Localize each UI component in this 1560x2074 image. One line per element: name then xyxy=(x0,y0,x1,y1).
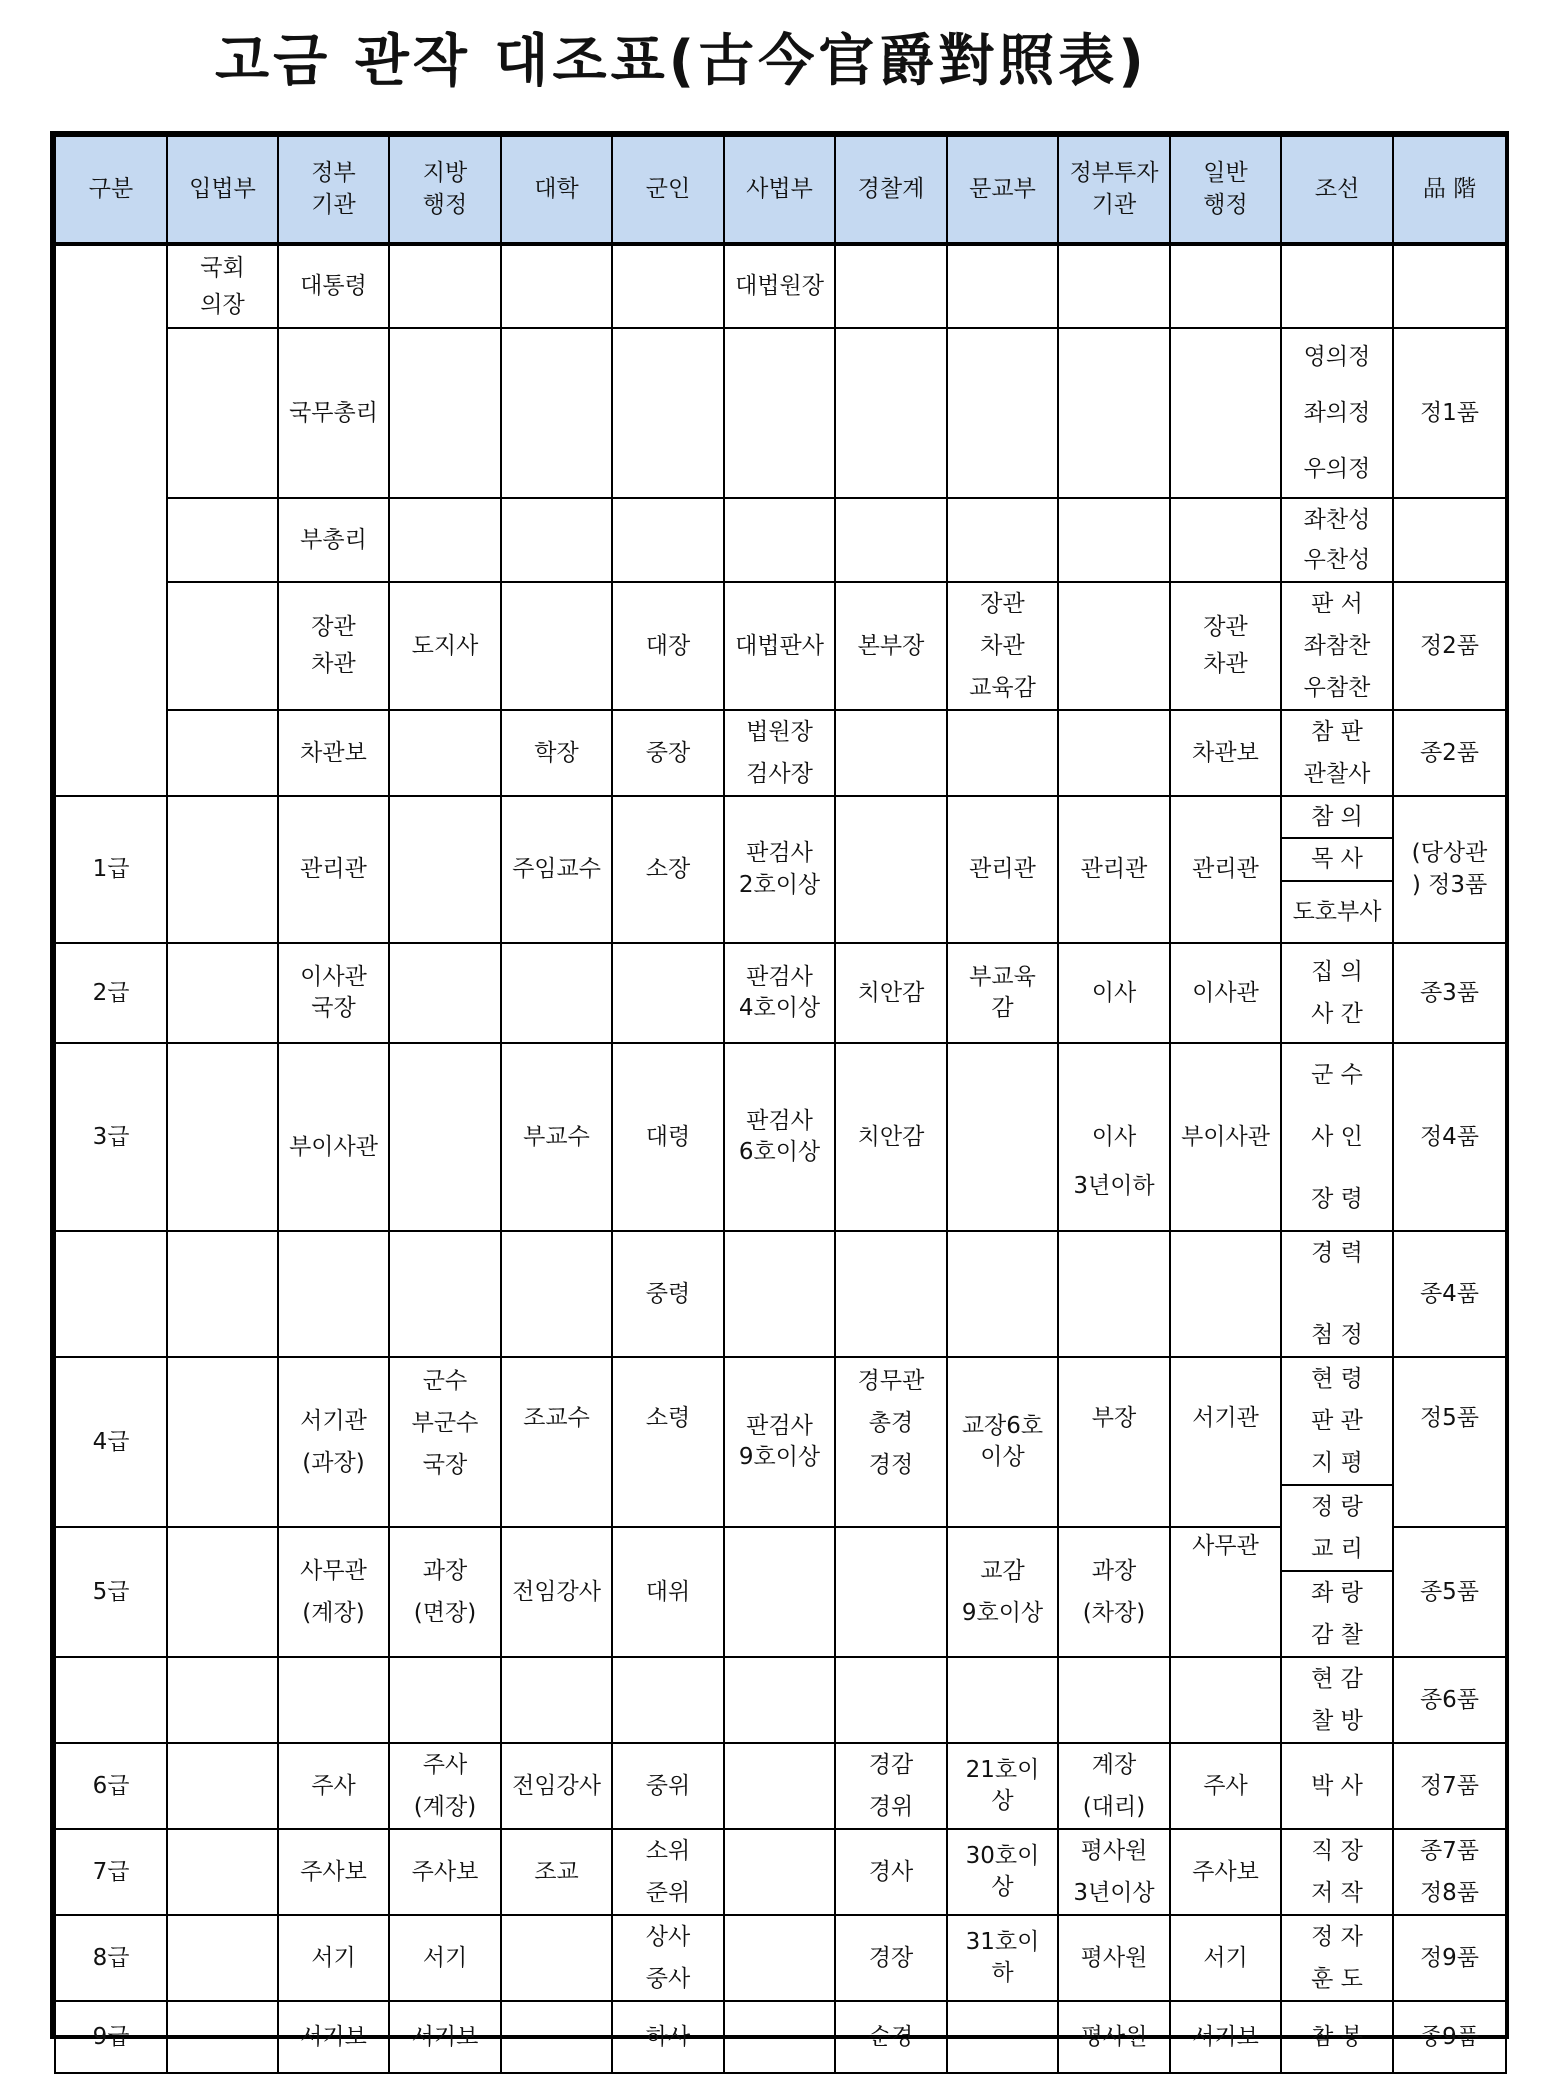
level-cell: 9급 xyxy=(55,2001,167,2073)
gov-cell: 관리관 xyxy=(278,796,389,943)
admin-cell xyxy=(1170,498,1281,582)
military-cell: 하사 xyxy=(612,2001,724,2073)
local-cell xyxy=(389,796,501,943)
education-cell: 관리관 xyxy=(947,796,1058,943)
police-cell: 순경 xyxy=(835,2001,947,2073)
univ-cell: 전임강사 xyxy=(501,1527,612,1657)
local-cell: 서기 xyxy=(389,1915,501,2001)
police-cell: 경감 경위 xyxy=(835,1743,947,1829)
header-cell: 대학 xyxy=(501,136,612,244)
admin-cell: 주사 xyxy=(1170,1743,1281,1829)
police-cell xyxy=(835,1527,947,1657)
police-cell xyxy=(835,244,947,328)
univ-cell xyxy=(501,2001,612,2073)
grade-cell: 정7품 xyxy=(1393,1743,1506,1829)
joseon-cell: 참 판 관찰사 xyxy=(1281,710,1393,796)
military-cell xyxy=(612,328,724,498)
judiciary-cell xyxy=(724,1829,835,1915)
header-cell: 조선 xyxy=(1281,136,1393,244)
local-cell xyxy=(389,1043,501,1231)
education-cell xyxy=(947,244,1058,328)
univ-cell: 학장 xyxy=(501,710,612,796)
joseon-cell xyxy=(1281,244,1393,328)
military-cell: 소위 준위 xyxy=(612,1829,724,1915)
header-cell: 정부투자 기관 xyxy=(1058,136,1170,244)
local-cell: 주사보 xyxy=(389,1829,501,1915)
grade-cell: 정5품 xyxy=(1393,1357,1506,1527)
military-cell xyxy=(612,244,724,328)
joseon-cell: 군 수 사 인 장 령 xyxy=(1281,1043,1393,1231)
police-cell: 치안감 xyxy=(835,1043,947,1231)
gov-cell: 국무총리 xyxy=(278,328,389,498)
joseon-cell: 목 사 xyxy=(1281,838,1393,881)
admin-cell xyxy=(1170,244,1281,328)
military-cell: 소령 xyxy=(612,1357,724,1527)
grade-cell: 정4품 xyxy=(1393,1043,1506,1231)
table-row xyxy=(55,796,1506,838)
joseon-cell: 박 사 xyxy=(1281,1743,1393,1829)
gov-cell: 부이사관 xyxy=(278,1043,389,1231)
public-corp-cell: 평사원 3년이상 xyxy=(1058,1829,1170,1915)
police-cell: 경사 xyxy=(835,1829,947,1915)
level-cell: 7급 xyxy=(55,1829,167,1915)
public-corp-cell xyxy=(1058,1043,1170,1231)
local-cell xyxy=(389,498,501,582)
joseon-cell: 영의정 좌의정 우의정 xyxy=(1281,328,1393,498)
table-row xyxy=(55,1043,1506,1231)
legislature-cell xyxy=(167,1657,278,1743)
local-cell xyxy=(389,328,501,498)
table-row xyxy=(55,943,1506,1043)
education-cell: 교장6호 이상 xyxy=(947,1357,1058,1527)
public-corp-cell xyxy=(1058,710,1170,796)
gov-cell: 장관 차관 xyxy=(278,582,389,710)
public-corp-cell: 관리관 xyxy=(1058,796,1170,943)
grade-cell: 종5품 xyxy=(1393,1527,1506,1657)
local-cell: 서기보 xyxy=(389,2001,501,2073)
education-cell: 21호이 상 xyxy=(947,1743,1058,1829)
legislature-cell: 국회 의장 xyxy=(167,244,278,328)
judiciary-cell: 대법판사 xyxy=(724,582,835,710)
gov-cell: 사무관 (계장) xyxy=(278,1527,389,1657)
legislature-cell xyxy=(167,1357,278,1527)
header-cell: 일반 행정 xyxy=(1170,136,1281,244)
admin-cell: 이사관 xyxy=(1170,943,1281,1043)
legislature-cell xyxy=(167,1527,278,1657)
judiciary-cell: 법원장 검사장 xyxy=(724,710,835,796)
legislature-cell xyxy=(167,2001,278,2073)
level-cell: 3급 xyxy=(55,1043,167,1231)
header-cell: 정부 기관 xyxy=(278,136,389,244)
level-cell: 5급 xyxy=(55,1527,167,1657)
police-cell xyxy=(835,328,947,498)
education-cell xyxy=(947,2001,1058,2073)
table-row xyxy=(55,1357,1506,1485)
grade-cell: 종6품 xyxy=(1393,1657,1506,1743)
public-corp-title: 이사 xyxy=(1091,1124,1137,1150)
level-cell xyxy=(55,244,167,796)
header-cell: 군인 xyxy=(612,136,724,244)
police-cell xyxy=(835,710,947,796)
judiciary-cell xyxy=(724,328,835,498)
table-row xyxy=(55,1915,1506,2001)
joseon-cell: 직 장 저 작 xyxy=(1281,1829,1393,1915)
local-cell xyxy=(389,1231,501,1357)
education-cell xyxy=(947,328,1058,498)
table-row xyxy=(55,1231,1506,1357)
header-cell: 구분 xyxy=(55,136,167,244)
police-cell xyxy=(835,796,947,943)
education-cell: 30호이 상 xyxy=(947,1829,1058,1915)
admin-cell: 서기관 xyxy=(1170,1357,1281,1527)
public-corp-cell: 평사원 xyxy=(1058,2001,1170,2073)
legislature-cell xyxy=(167,1915,278,2001)
admin-cell: 사무관 xyxy=(1170,1527,1281,1657)
admin-cell: 주사보 xyxy=(1170,1829,1281,1915)
public-corp-cell xyxy=(1058,328,1170,498)
military-cell: 중령 xyxy=(612,1231,724,1357)
gov-cell: 대통령 xyxy=(278,244,389,328)
joseon-cell: 참 의 xyxy=(1281,796,1393,838)
univ-cell xyxy=(501,582,612,710)
judiciary-cell xyxy=(724,1657,835,1743)
joseon-cell: 판 서 좌참찬 우참찬 xyxy=(1281,582,1393,710)
judiciary-cell: 판검사 4호이상 xyxy=(724,943,835,1043)
joseon-cell: 정 자 훈 도 xyxy=(1281,1915,1393,2001)
grade-cell xyxy=(1393,244,1506,328)
legislature-cell xyxy=(167,710,278,796)
judiciary-cell xyxy=(724,1915,835,2001)
public-corp-cell: 부장 xyxy=(1058,1357,1170,1527)
education-cell xyxy=(947,1657,1058,1743)
military-cell: 소장 xyxy=(612,796,724,943)
joseon-cell: 참 봉 xyxy=(1281,2001,1393,2073)
police-cell: 본부장 xyxy=(835,582,947,710)
public-corp-cell xyxy=(1058,582,1170,710)
local-cell: 도지사 xyxy=(389,582,501,710)
level-cell: 1급 xyxy=(55,796,167,943)
public-corp-cell xyxy=(1058,1657,1170,1743)
police-cell: 경장 xyxy=(835,1915,947,2001)
local-cell xyxy=(389,710,501,796)
admin-cell: 서기보 xyxy=(1170,2001,1281,2073)
local-cell: 군수 부군수 국장 xyxy=(389,1357,501,1527)
local-cell: 과장 (면장) xyxy=(389,1527,501,1657)
local-cell xyxy=(389,244,501,328)
military-cell xyxy=(612,498,724,582)
public-corp-cell: 계장 (대리) xyxy=(1058,1743,1170,1829)
joseon-cell: 좌찬성 우찬성 xyxy=(1281,498,1393,582)
police-cell xyxy=(835,1657,947,1743)
grade-cell xyxy=(1393,498,1506,582)
judiciary-cell: 판검사 2호이상 xyxy=(724,796,835,943)
gov-cell: 차관보 xyxy=(278,710,389,796)
grade-cell: 정1품 xyxy=(1393,328,1506,498)
judiciary-cell xyxy=(724,2001,835,2073)
public-corp-cell: 이사 xyxy=(1058,943,1170,1043)
legislature-cell xyxy=(167,1743,278,1829)
univ-cell xyxy=(501,1231,612,1357)
joseon-cell xyxy=(1281,1231,1393,1357)
univ-cell: 조교수 xyxy=(501,1357,612,1527)
table-row xyxy=(55,2001,1506,2073)
univ-cell: 주임교수 xyxy=(501,796,612,943)
education-cell xyxy=(947,1231,1058,1357)
grade-cell: 종2품 xyxy=(1393,710,1506,796)
local-cell xyxy=(389,943,501,1043)
page-title: 고금 관작 대조표(古今官爵對照表) xyxy=(215,29,1148,94)
joseon-cell: 정 랑 교 리 xyxy=(1281,1485,1393,1571)
military-cell: 대령 xyxy=(612,1043,724,1231)
table-row xyxy=(55,1829,1506,1915)
grade-cell: (당상관 ) 정3품 xyxy=(1393,796,1506,943)
police-cell xyxy=(835,498,947,582)
table-row xyxy=(55,582,1506,710)
admin-cell xyxy=(1170,1657,1281,1743)
local-cell: 주사 (계장) xyxy=(389,1743,501,1829)
legislature-cell xyxy=(167,498,278,582)
education-cell: 교감 9호이상 xyxy=(947,1527,1058,1657)
police-cell: 경무관 총경 경정 xyxy=(835,1357,947,1527)
judiciary-cell xyxy=(724,1231,835,1357)
table-row xyxy=(55,328,1506,498)
gov-cell: 서기 xyxy=(278,1915,389,2001)
military-cell xyxy=(612,943,724,1043)
admin-cell: 차관보 xyxy=(1170,710,1281,796)
gov-cell: 서기보 xyxy=(278,2001,389,2073)
table-row xyxy=(55,244,1506,328)
judiciary-cell xyxy=(724,1743,835,1829)
level-cell: 6급 xyxy=(55,1743,167,1829)
admin-cell: 장관 차관 xyxy=(1170,582,1281,710)
table-row xyxy=(55,498,1506,582)
legislature-cell xyxy=(167,1231,278,1357)
military-cell: 중위 xyxy=(612,1743,724,1829)
military-cell: 대위 xyxy=(612,1527,724,1657)
education-cell xyxy=(947,498,1058,582)
level-cell: 8급 xyxy=(55,1915,167,2001)
joseon-line: 첨 정 xyxy=(1311,1322,1363,1348)
gov-cell: 주사보 xyxy=(278,1829,389,1915)
military-cell: 상사 중사 xyxy=(612,1915,724,2001)
grade-cell: 종9품 xyxy=(1393,2001,1506,2073)
level-cell: 4급 xyxy=(55,1357,167,1527)
gov-cell: 서기관 (과장) xyxy=(278,1357,389,1527)
header-row xyxy=(55,136,1506,244)
joseon-cell: 도호부사 xyxy=(1281,881,1393,943)
judiciary-cell xyxy=(724,498,835,582)
univ-cell: 전임강사 xyxy=(501,1743,612,1829)
gov-cell: 주사 xyxy=(278,1743,389,1829)
legislature-cell xyxy=(167,1043,278,1231)
admin-cell: 부이사관 xyxy=(1170,1043,1281,1231)
joseon-cell: 현 령 판 관 지 평 xyxy=(1281,1357,1393,1485)
univ-cell: 조교 xyxy=(501,1829,612,1915)
header-cell: 경찰계 xyxy=(835,136,947,244)
education-cell: 31호이 하 xyxy=(947,1915,1058,2001)
table-row xyxy=(55,710,1506,796)
univ-cell xyxy=(501,328,612,498)
public-corp-cell xyxy=(1058,1231,1170,1357)
judiciary-cell: 대법원장 xyxy=(724,244,835,328)
military-cell xyxy=(612,1657,724,1743)
police-cell: 치안감 xyxy=(835,943,947,1043)
gov-cell: 부총리 xyxy=(278,498,389,582)
judiciary-cell xyxy=(724,1527,835,1657)
header-cell: 사법부 xyxy=(724,136,835,244)
military-cell: 중장 xyxy=(612,710,724,796)
admin-cell xyxy=(1170,328,1281,498)
level-cell xyxy=(55,1657,167,1743)
legislature-cell xyxy=(167,328,278,498)
gov-cell xyxy=(278,1231,389,1357)
grade-cell: 종7품 정8품 xyxy=(1393,1829,1506,1915)
public-corp-cell: 과장 (차장) xyxy=(1058,1527,1170,1657)
joseon-cell: 좌 랑 감 찰 xyxy=(1281,1571,1393,1657)
education-cell xyxy=(947,1043,1058,1231)
comparison-table xyxy=(50,131,1509,2050)
grade-cell: 정9품 xyxy=(1393,1915,1506,2001)
header-cell: 입법부 xyxy=(167,136,278,244)
military-cell: 대장 xyxy=(612,582,724,710)
legislature-cell xyxy=(167,943,278,1043)
level-cell: 2급 xyxy=(55,943,167,1043)
education-cell xyxy=(947,710,1058,796)
univ-cell xyxy=(501,1915,612,2001)
admin-cell xyxy=(1170,1231,1281,1357)
univ-cell xyxy=(501,498,612,582)
gov-cell: 이사관 국장 xyxy=(278,943,389,1043)
admin-cell: 관리관 xyxy=(1170,796,1281,943)
table-row xyxy=(55,1743,1506,1829)
public-corp-cell xyxy=(1058,498,1170,582)
education-cell: 장관 차관 교육감 xyxy=(947,582,1058,710)
judiciary-cell: 판검사 9호이상 xyxy=(724,1357,835,1527)
level-cell xyxy=(55,1231,167,1357)
univ-cell: 부교수 xyxy=(501,1043,612,1231)
univ-cell xyxy=(501,244,612,328)
admin-cell: 서기 xyxy=(1170,1915,1281,2001)
joseon-line: 경 력 xyxy=(1311,1240,1363,1266)
table-row xyxy=(55,1657,1506,1743)
public-corp-cell: 평사원 xyxy=(1058,1915,1170,2001)
univ-cell xyxy=(501,943,612,1043)
joseon-cell: 집 의 사 간 xyxy=(1281,943,1393,1043)
legislature-cell xyxy=(167,582,278,710)
police-cell xyxy=(835,1231,947,1357)
local-cell xyxy=(389,1657,501,1743)
legislature-cell xyxy=(167,796,278,943)
gov-cell xyxy=(278,1657,389,1743)
judiciary-cell: 판검사 6호이상 xyxy=(724,1043,835,1231)
grade-cell: 정2품 xyxy=(1393,582,1506,710)
header-cell: 지방 행정 xyxy=(389,136,501,244)
public-corp-note: 3년이하 xyxy=(1073,1173,1155,1199)
joseon-cell: 현 감 찰 방 xyxy=(1281,1657,1393,1743)
header-cell: 문교부 xyxy=(947,136,1058,244)
education-cell: 부교육 감 xyxy=(947,943,1058,1043)
header-cell: 品 階 xyxy=(1393,136,1506,244)
public-corp-cell xyxy=(1058,244,1170,328)
grade-cell: 종4품 xyxy=(1393,1231,1506,1357)
legislature-cell xyxy=(167,1829,278,1915)
grade-cell: 종3품 xyxy=(1393,943,1506,1043)
univ-cell xyxy=(501,1657,612,1743)
